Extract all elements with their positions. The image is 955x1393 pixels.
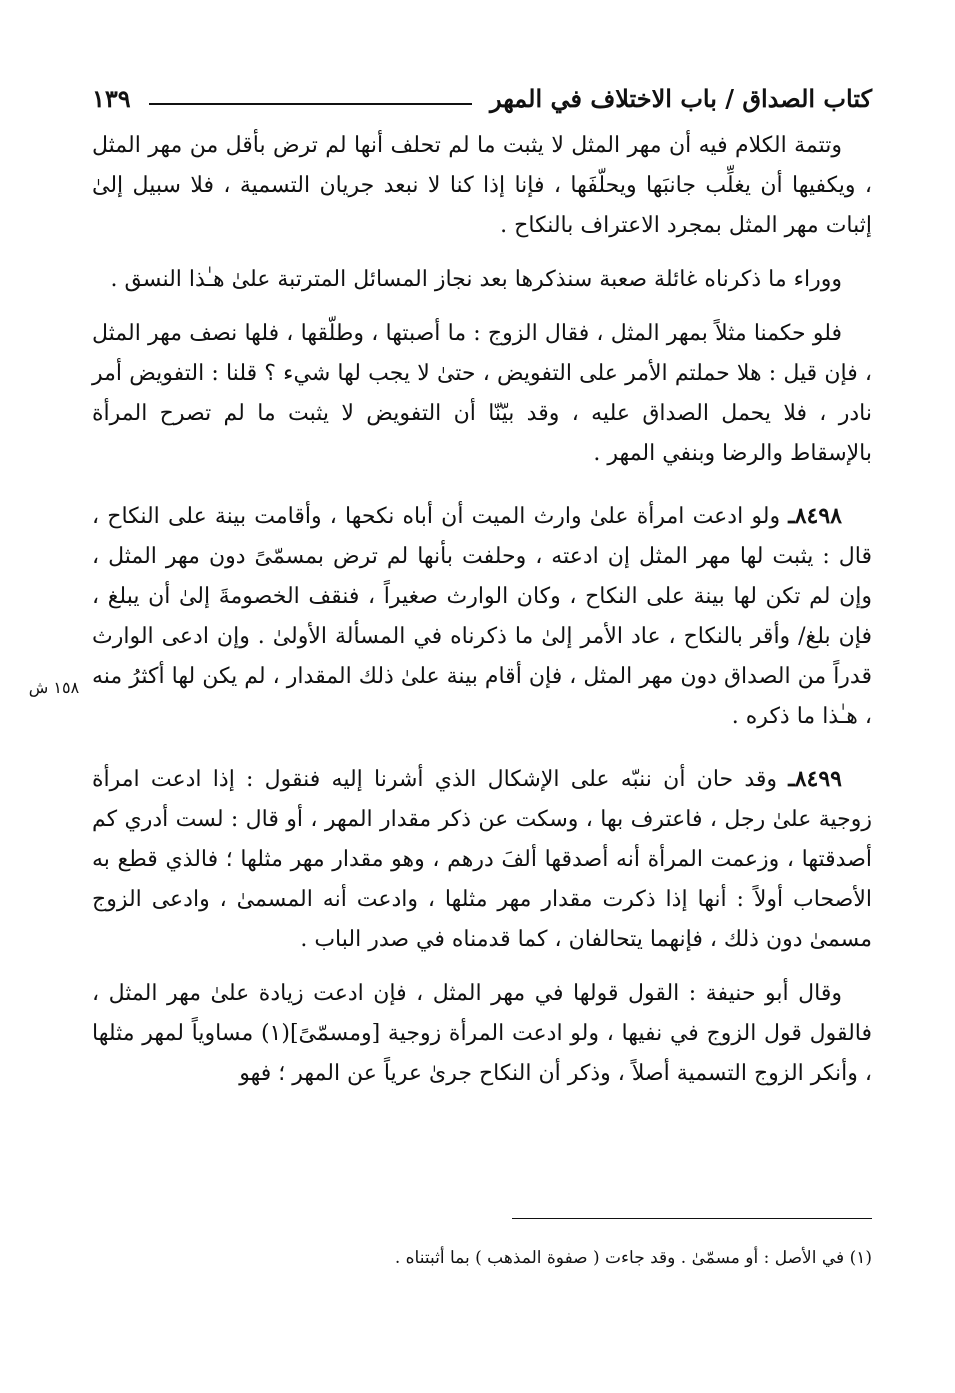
book-page xyxy=(28,68,872,1368)
manuscript-folio-note: ١٥٨ ش xyxy=(28,678,80,697)
page-number: ١٣٩ xyxy=(92,83,131,113)
numbered-paragraph xyxy=(92,759,872,960)
paragraph-number: ٨٤٩٨ـ xyxy=(788,503,842,529)
paragraph xyxy=(92,314,872,474)
paragraph-text: فلو حكمنا مثلاً بمهر المثل ، فقال الزوج : ما أصبتها ، وطلّقها ، فلها نصف مهر المثل ، فإن قيل : هلا حملتم الأمر على التفويض ، حتىٰ لا يجب لها شيء ؟ قلنا : التفويض أمر نادر ، فلا يحمل الصداق عليه ، وقد بيّنّا أن التفويض لا يثبت ما لم تصرح المرأة بالإسقاط والرضا وبنفي المهر . xyxy=(92,321,872,466)
paragraph-text: ووراء ما ذكرناه غائلة صعبة سنذكرها بعد نجاز المسائل المترتبة علىٰ هـٰذا النسق . xyxy=(110,267,842,292)
footnote: (١) في الأصل : أو مسمّىٰ . وقد جاءت ( صفوة المذهب ) بما أثبتناه . xyxy=(394,1248,872,1268)
footnote-separator xyxy=(512,1218,872,1219)
chapter-title: كتاب الصداق / باب الاختلاف في المهر xyxy=(489,83,872,113)
paragraph xyxy=(92,260,872,300)
running-header xyxy=(92,78,872,118)
paragraph-number: ٨٤٩٩ـ xyxy=(788,766,842,792)
paragraph xyxy=(92,974,872,1094)
paragraph-text: وتتمة الكلام فيه أن مهر المثل لا يثبت ما لم تحلف أنها لم ترض بأقل من مهر المثل ، ويكفيها أن يغلِّب جانبَها ويحلّفَها ، فإنا إذا كنا لا نبعد جريان التسمية ، فلا سبيل إلىٰ إثبات مهر المثل بمجرد الاعتراف بالنكاح . xyxy=(92,133,872,238)
header-rule xyxy=(149,103,472,105)
paragraph-text: وقد حان أن ننبّه على الإشكال الذي أشرنا إليه فنقول : إذا ادعت امرأة زوجية علىٰ رجل ، فاعترف بها ، وسكت عن ذكر مقدار المهر ، أو قال : لست أدري كم أصدقتها ، وزعمت المرأة أنه أصدقها ألفَ درهم ، وهو مقدار مهر مثلها ؛ فالذي قطع به الأصحاب أولاً : أنها إذا ذكرت مقدار مهر مثلها ، وادعت أنه المسمىٰ ، وادعى الزوج مسمىٰ دون ذلك ، فإنهما يتحالفان ، كما قدمناه في صدر الباب . xyxy=(92,767,872,952)
paragraph-text: وقال أبو حنيفة : القول قولها في مهر المثل ، فإن ادعت زيادة علىٰ مهر المثل ، فالقول قول الزوج في نفيها ، ولو ادعت المرأة زوجية [ومسمّىً](١) مساوياً لمهر مثلها ، وأنكر الزوج التسمية أصلاً ، وذكر أن النكاح جرىٰ عرياً عن المهر ؛ فهو xyxy=(92,981,872,1086)
main-text xyxy=(92,126,872,1108)
paragraph-text: ولو ادعت امرأة علىٰ وارث الميت أن أباه نكحها ، وأقامت بينة على النكاح ، قال : يثبت لها مهر المثل إن ادعته ، وحلفت بأنها لم ترض بمسمّىً دون مهر المثل ، وإن لم تكن لها بينة على النكاح ، وكان الوارث صغيراً ، فنقف الخصومةَ إلىٰ أن يبلغ ، فإن بلغ/ وأقر بالنكاح ، عاد الأمر إلىٰ ما ذكرناه في المسألة الأولىٰ . وإن ادعى الوارث قدراً من الصداق دون مهر المثل ، فإن أقام بينة علىٰ ذلك المقدار ، لم يكن لها أكثرُ منه ، هـٰذا ما ذكره . xyxy=(92,504,872,729)
numbered-paragraph xyxy=(92,496,872,737)
paragraph xyxy=(92,126,872,246)
